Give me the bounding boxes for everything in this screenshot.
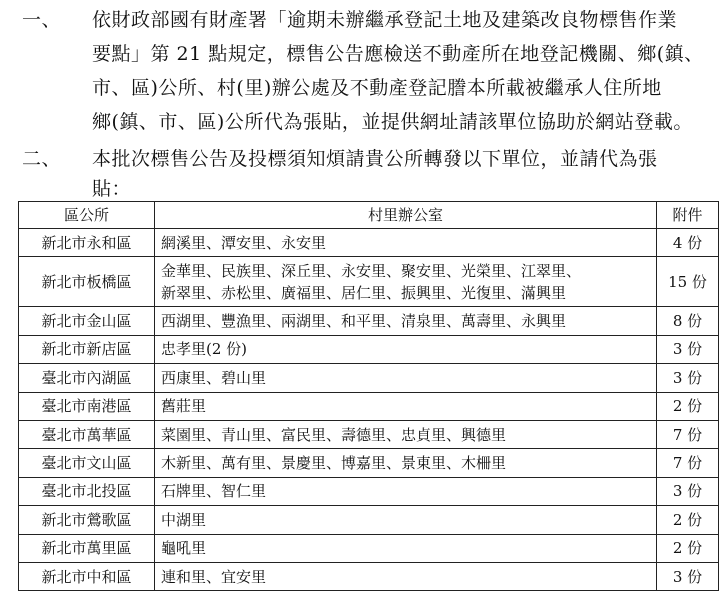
table-row (19, 392, 719, 420)
count-cell: 4 份 (657, 229, 719, 257)
table-row (19, 506, 719, 534)
villages-cell (155, 364, 657, 392)
district-cell: 臺北市南港區 (19, 392, 155, 420)
table-row (19, 449, 719, 477)
district-cell: 臺北市萬華區 (19, 420, 155, 448)
villages-line: 龜吼里 (161, 539, 207, 558)
district-cell: 新北市板橋區 (19, 257, 155, 307)
table-row (19, 364, 719, 392)
villages-line: 西湖里、豐漁里、兩湖里、和平里、清泉里、萬壽里、永興里 (161, 312, 567, 331)
header-villages: 村里辦公室 (155, 202, 657, 229)
section-1-marker: 一、 (22, 9, 62, 31)
villages-line: 忠孝里(2 份) (161, 340, 248, 359)
count-cell: 3 份 (657, 364, 719, 392)
district-cell: 新北市中和區 (19, 562, 155, 590)
section-2-line: 本批次標售公告及投標須知煩請貴公所轉發以下單位，並請代為張 (92, 148, 658, 170)
district-cell: 新北市鶯歌區 (19, 506, 155, 534)
table-row (19, 420, 719, 448)
header-district: 區公所 (19, 202, 155, 229)
villages-cell (155, 307, 657, 335)
villages-cell (155, 449, 657, 477)
villages-line: 新翠里、赤松里、廣福里、居仁里、振興里、光復里、滿興里 (161, 283, 567, 302)
table-row (19, 562, 719, 590)
villages-line: 中湖里 (161, 510, 207, 529)
villages-line: 舊莊里 (161, 397, 207, 416)
villages-cell (155, 534, 657, 562)
section-2-line: 貼： (92, 178, 132, 200)
count-cell: 8 份 (657, 307, 719, 335)
villages-line: 金華里、民族里、深丘里、永安里、聚安里、光榮里、江翠里、 (161, 261, 582, 280)
table-row (19, 335, 719, 363)
count-cell: 2 份 (657, 534, 719, 562)
villages-cell (155, 229, 657, 257)
district-cell: 新北市永和區 (19, 229, 155, 257)
table-row (19, 307, 719, 335)
section-1-line: 鄉(鎮、市、區)公所代為張貼，並提供網址請該單位協助於網站登載。 (92, 111, 693, 133)
villages-line: 石牌里、智仁里 (161, 482, 267, 501)
villages-line: 菜園里、青山里、富民里、壽德里、忠貞里、興德里 (161, 425, 507, 444)
villages-cell (155, 477, 657, 505)
villages-cell (155, 420, 657, 448)
district-cell: 新北市新店區 (19, 335, 155, 363)
district-cell: 臺北市北投區 (19, 477, 155, 505)
villages-line: 木新里、萬有里、景慶里、博嘉里、景東里、木柵里 (161, 454, 507, 473)
count-cell: 3 份 (657, 477, 719, 505)
count-cell: 3 份 (657, 335, 719, 363)
table-row (19, 229, 719, 257)
count-cell: 2 份 (657, 506, 719, 534)
section-1-line: 市、區)公所、村(里)辦公處及不動產登記謄本所載被繼承人住所地 (92, 77, 662, 99)
table-body (19, 229, 719, 591)
villages-cell (155, 562, 657, 590)
district-cell: 新北市金山區 (19, 307, 155, 335)
villages-cell (155, 257, 657, 307)
table-header-row (19, 202, 719, 229)
table-row (19, 477, 719, 505)
table-row (19, 257, 719, 307)
villages-line: 網溪里、潭安里、永安里 (161, 233, 327, 252)
villages-cell (155, 506, 657, 534)
section-1-line: 依財政部國有財產署「逾期未辦繼承登記土地及建築改良物標售作業 (92, 9, 678, 31)
table-row (19, 534, 719, 562)
district-cell: 臺北市文山區 (19, 449, 155, 477)
count-cell: 7 份 (657, 420, 719, 448)
section-1-line: 要點」第 21 點規定，標售公告應檢送不動產所在地登記機關、鄉(鎮、 (92, 43, 704, 65)
villages-cell (155, 392, 657, 420)
count-cell: 15 份 (657, 257, 719, 307)
district-cell: 臺北市內湖區 (19, 364, 155, 392)
distribution-table (18, 201, 719, 591)
villages-line: 連和里、宜安里 (161, 567, 267, 586)
villages-cell (155, 335, 657, 363)
header-count: 附件 (657, 202, 719, 229)
villages-line: 西康里、碧山里 (161, 368, 267, 387)
count-cell: 2 份 (657, 392, 719, 420)
section-2-marker: 二、 (22, 148, 62, 170)
district-cell: 新北市萬里區 (19, 534, 155, 562)
count-cell: 7 份 (657, 449, 719, 477)
count-cell: 3 份 (657, 562, 719, 590)
